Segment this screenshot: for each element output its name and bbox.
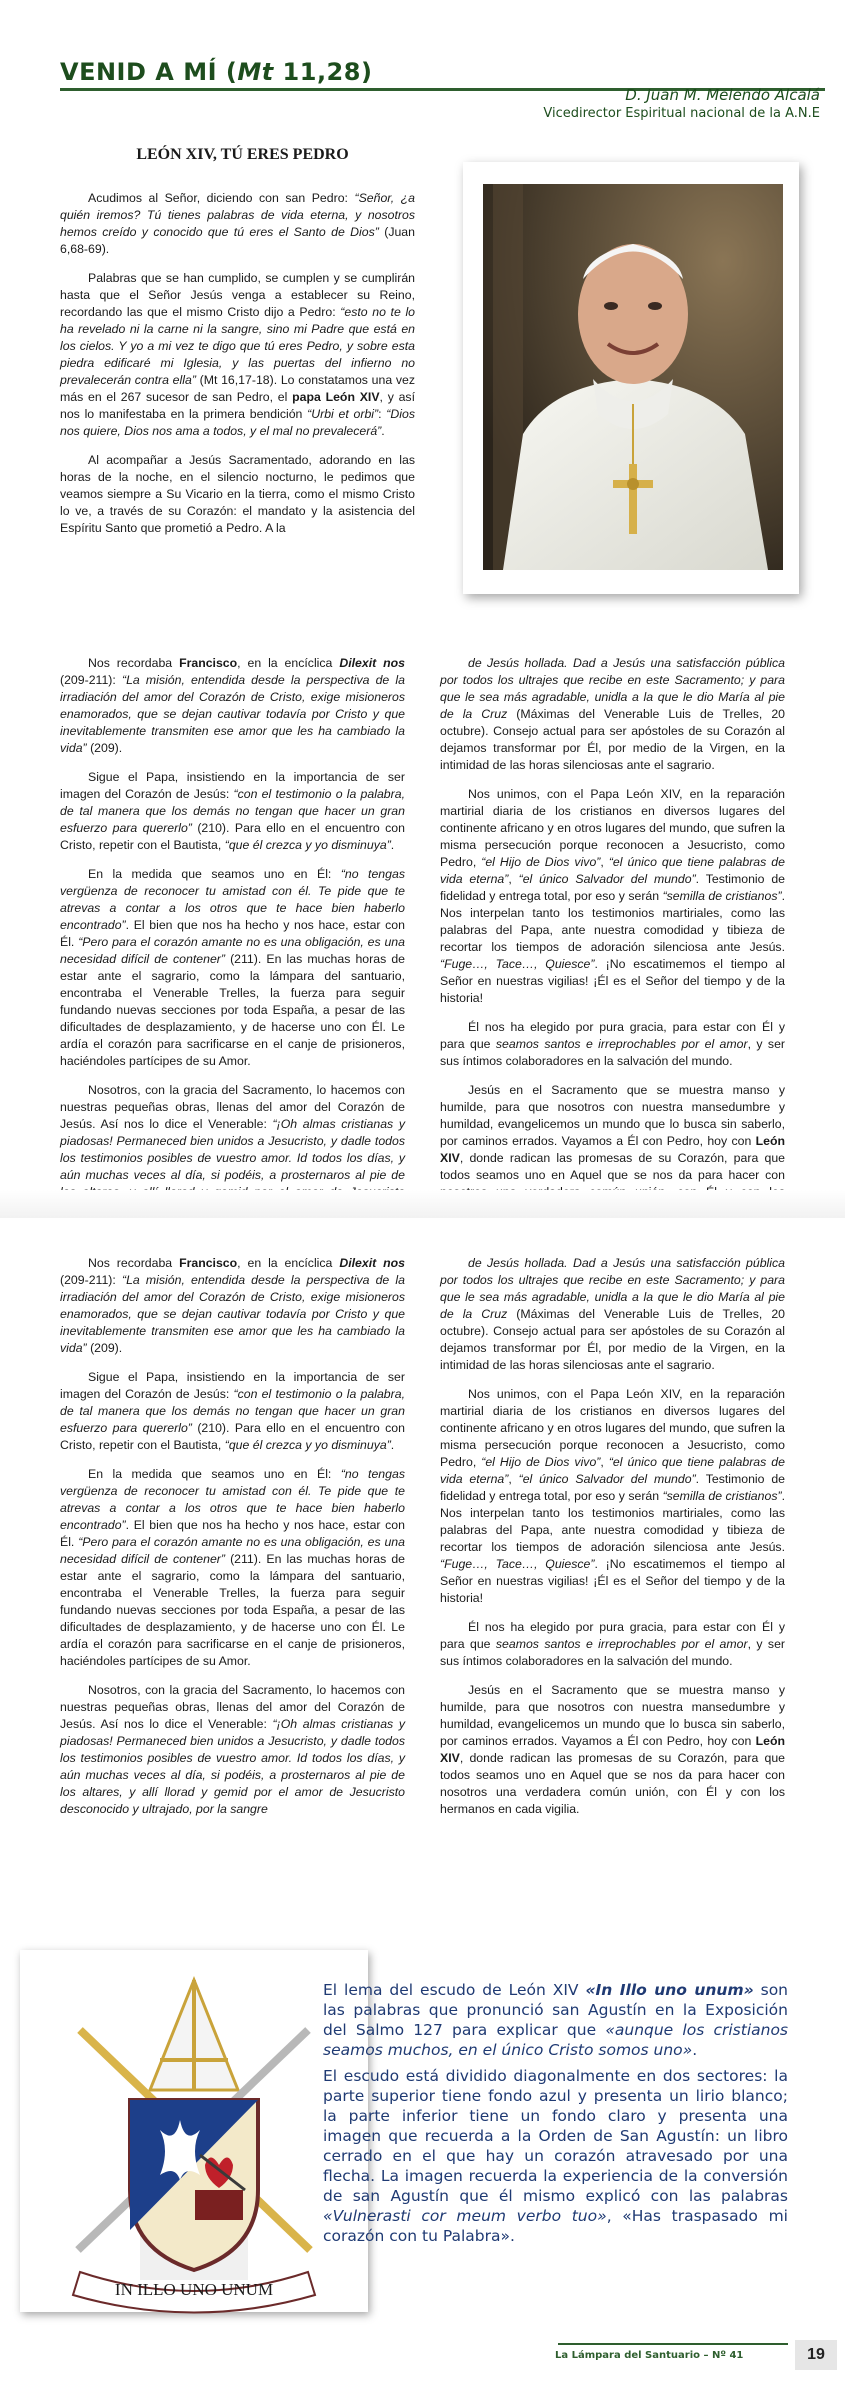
title-reference: Mt — [237, 58, 274, 86]
text-run: “Señor, ¿a quién iremos? Tú tienes palabras de vida eterna, y nosotros hemos creído y conocido que tú eres el Santo de Dios” — [60, 191, 416, 239]
footer-divider — [558, 2343, 788, 2345]
text-run: (211). En las muchas horas de estar ante el sagrario, como la lámpara del santuario, encontraba el Venerable Trelles, la fuerza para seguir fundando nuevas secciones por toda España, a pesar de las dificultades de desplazamiento, y de hacerse uno con Él. Le ardía el corazón para sacrificarse en el canje de prisioneros, haciéndoles partícipes de su Amor. — [60, 952, 405, 1068]
text-run: (209-211): — [60, 673, 122, 687]
page-number: 19 — [795, 2340, 837, 2370]
text-run: Dilexit nos — [339, 656, 405, 670]
text-run: Nos recordaba — [88, 656, 180, 670]
text-run: . Testimonio de fidelidad y entrega total, por eso y serán — [440, 1472, 785, 1503]
text-run: (211). En las muchas horas de estar ante el sagrario, como la lámpara del santuario, encontraba el Venerable Trelles, la fuerza para seguir fundando nuevas secciones por toda España, a pesar de las dificultades de desplazamiento, y de hacerse uno con Él. Le ardía el corazón para sacrificarse en el canje de prisioneros, haciéndoles partícipes de su Amor. — [60, 1552, 405, 1668]
left-paragraph — [60, 769, 405, 854]
text-run: El lema del escudo de León XIV — [323, 1981, 586, 1999]
text-run: . ¡No escatimemos el tiempo al Señor en nuestras vigilias! ¡Él es el Señor del tiempo y de la historia! — [440, 1557, 785, 1605]
text-run: , en la encíclica — [237, 656, 340, 670]
left-paragraph — [60, 1466, 405, 1670]
text-run: «In Illo uno unum» — [585, 1981, 754, 1999]
text-run: (209). — [86, 741, 123, 755]
text-run: . — [390, 1438, 395, 1452]
text-run: , y ser sus íntimos colaboradores en la salvación del mundo. — [440, 1637, 786, 1668]
text-run: “Urbi et orbi” — [307, 407, 379, 421]
text-run: papa León XIV — [292, 390, 380, 404]
right-paragraph — [440, 1255, 785, 1374]
coat-of-arms-paragraph-1 — [323, 1980, 788, 2060]
text-run: . Testimonio de fidelidad y entrega total, por eso y serán — [440, 872, 785, 903]
text-run: «aunque los cristianos seamos muchos, en el único Cristo somos uno» — [323, 2021, 789, 2059]
text-run: . — [390, 838, 395, 852]
text-run: “Pero para el corazón amante no es una obligación, es una necesidad difícil de contener” — [60, 935, 405, 966]
text-run: “que él crezca y yo disminuya” — [224, 1438, 391, 1452]
text-run: “el único Salvador del mundo” — [518, 1472, 696, 1486]
text-run: seamos santos e irreprochables por el amor — [495, 1637, 748, 1651]
author-name: D. Juan M. Melendo Alcalá — [625, 86, 820, 104]
text-run: Nos recordaba — [88, 1256, 180, 1270]
intro-paragraph — [60, 452, 415, 537]
left-paragraph — [60, 655, 405, 757]
text-run: . — [692, 2041, 698, 2059]
intro-paragraph — [60, 190, 415, 258]
band-2-right-column — [440, 1255, 785, 1830]
text-run: , — [508, 872, 519, 886]
text-run: Francisco — [179, 656, 238, 670]
text-run: Acudimos al Señor, diciendo con san Pedro: — [88, 191, 355, 205]
text-run: “semilla de cristianos” — [662, 1489, 782, 1503]
text-run: “La misión, entendida desde la perspectiva de la irradiación del amor del Corazón de Cristo, exige misioneros enamorados, que se dejan cautivar todavía por Cristo y que inevitablemente transmiten ese amor que les ha cambiado la vida” — [60, 1273, 405, 1355]
text-run: “Dios nos quiere, Dios nos ama a todos, y el mal no prevalecerá” — [60, 407, 415, 438]
left-paragraph — [60, 1255, 405, 1357]
text-run: “¡Oh almas cristianas y piadosas! Permaneced bien unidos a Jesucristo, y dadle todos los testimonios posibles de vuestro amor. Id todos los días, y aún muchas veces al día, si podéis, a prosternaros al pie de los altares, y allí llorad y gemid por el amor de Jesucristo desconocido y ultrajado, por la sangre — [60, 1717, 405, 1816]
coat-of-arms-description — [323, 1980, 788, 2252]
text-run: de Jesús hollada. Dad a Jesús una satisfacción pública por todos los ultrajes que recibe en este Sacramento; y para que le sea más agradable, unidla a la que le dio María al pie de la Cruz — [440, 1256, 785, 1321]
text-run: , y así nos lo manifestaba en la primera bendición — [60, 390, 416, 421]
text-run: “La misión, entendida desde la perspectiva de la irradiación del amor del Corazón de Cristo, exige misioneros enamorados, que se dejan cautivar todavía por Cristo y que inevitablemente transmiten ese amor que les ha cambiado la vida” — [60, 673, 405, 755]
text-run: “con el testimonio o la palabra, de tal manera que los demás no tengan que hacer un gran esfuerzo para quererlo” — [60, 1387, 405, 1435]
text-run: Nos unimos, con el Papa León XIV, en la reparación martirial diaria de los cristianos en diversos lugares del continente africano y en otros lugares del mundo, que sufren la misma persecución porque reconocen a Jesucristo, como Pedro, — [440, 787, 785, 869]
text-run: “el único que tiene palabras de vida eterna” — [440, 855, 785, 886]
text-band-2 — [0, 1230, 845, 1920]
title-text: VENID A MÍ ( — [60, 58, 238, 86]
magazine-name: La Lámpara del Santuario – Nº 41 — [555, 2350, 744, 2361]
text-run: Sigue el Papa, insistiendo en la importancia de ser imagen del Corazón de Jesús: — [60, 1370, 405, 1401]
left-paragraph — [60, 1682, 405, 1818]
text-run: , — [508, 1472, 519, 1486]
text-run: Francisco — [179, 1256, 238, 1270]
right-paragraph — [440, 1386, 785, 1607]
text-run: , — [600, 855, 609, 869]
text-run: “el único Salvador del mundo” — [518, 872, 696, 886]
text-run: , donde radican las promesas de su Corazón, para que todos seamos uno en Aquel que se nos da para hacer con nosotros una verdadera común unión, con Él y con los hermanos en cada vigilia. — [440, 1751, 785, 1816]
text-run: Jesús en el Sacramento que se muestra manso y humilde, para que nosotros con nuestra mansedumbre y humildad, evangelicemos un mundo que lo busca sin saberlo, por caminos errados. Vayamos a Él con Pedro, hoy con — [440, 1083, 785, 1148]
title-text-end: 11,28) — [273, 58, 373, 86]
section-title — [60, 58, 372, 86]
text-run: Palabras que se han cumplido, se cumplen y se cumplirán hasta que el Señor Jesús venga a establecer su Reino, recordando las que el mismo Cristo dijo a Pedro: — [60, 271, 415, 319]
text-run: En la medida que seamos uno en Él: — [88, 867, 341, 881]
text-run: . Nos interpelan tanto los testimonios martiriales, como las palabras del Papa, ante nuestra comodidad y tibieza de recortar los tiempos de adoración silenciosa ante Jesús. — [440, 1489, 785, 1554]
text-run: , — [600, 1455, 609, 1469]
text-run: (Mt 16,17-18). Lo constatamos una vez más en el 267 sucesor de san Pedro, el — [60, 373, 416, 404]
text-run: , «Has traspasado mi corazón con tu Palabra». — [323, 2207, 788, 2245]
band-1-right-column — [440, 655, 785, 1230]
pope-portrait-illustration — [483, 184, 783, 570]
text-run: (Máximas del Venerable Luis de Trelles, 20 octubre). Consejo actual para ser apóstoles de su Corazón al dejamos transformar por Él, por medio de la Virgen, en la intimidad de las horas silenciosas ante el sagrario. — [440, 1307, 786, 1372]
text-run: “el Hijo de Dios vivo” — [481, 855, 601, 869]
text-run: . El bien que nos ha hecho y nos hace, estar con Él. — [60, 1518, 405, 1549]
text-run: . ¡No escatimemos el tiempo al Señor en nuestras vigilias! ¡Él es el Señor del tiempo y de la historia! — [440, 957, 785, 1005]
text-run: Nos unimos, con el Papa León XIV, en la reparación martirial diaria de los cristianos en diversos lugares del continente africano y en otros lugares del mundo, que sufren la misma persecución porque reconocen a Jesucristo, como Pedro, — [440, 1387, 785, 1469]
text-run: “no tengas vergüenza de reconocer tu amistad con él. Te pide que te atrevas a contar a los otros que te hace bien haberlo encontrado” — [60, 867, 405, 932]
text-run: En la medida que seamos uno en Él: — [88, 1467, 341, 1481]
text-run: El escudo está dividido diagonalmente en dos sectores: la parte superior tiene fondo azul y presenta un lirio blanco; la parte inferior tiene un fondo claro y presenta una imagen que recuerda a la Orden de San Agustín: un libro cerrado en el que hay un corazón atravesado por una flecha. La imagen recuerda la experiencia de la conversión de san Agustín que él mismo explicó con las palabras — [323, 2067, 788, 2205]
text-run: Nosotros, con la gracia del Sacramento, lo hacemos con nuestras pequeñas obras, llenas del amor del Corazón de Jesús. Así nos lo dice el Venerable: — [60, 1083, 405, 1131]
text-run: de Jesús hollada. Dad a Jesús una satisfacción pública por todos los ultrajes que recibe en este Sacramento; y para que le sea más agradable, unidla a la que le dio María al pie de la Cruz — [440, 656, 785, 721]
text-run: . Nos interpelan tanto los testimonios martiriales, como las palabras del Papa, ante nuestra comodidad y tibieza de recortar los tiempos de adoración silenciosa ante Jesús. — [440, 889, 785, 954]
text-run: (Juan 6,68-69). — [60, 225, 415, 256]
band-separator — [0, 1190, 845, 1218]
left-paragraph — [60, 866, 405, 1070]
right-paragraph — [440, 1682, 785, 1818]
coat-of-arms-paragraph-2 — [323, 2066, 788, 2246]
motto-banner-text: IN ILLO UNO UNUM — [114, 2280, 274, 2299]
right-paragraph — [440, 786, 785, 1007]
text-run: (210). Para ello en el encuentro con Cristo, repetir con el Bautista, — [60, 1421, 405, 1452]
intro-paragraph — [60, 270, 415, 440]
text-run: Él nos ha elegido por pura gracia, para estar con Él y para que — [440, 1020, 785, 1051]
text-run: “Fuge…, Tace…, Quiesce” — [440, 957, 595, 971]
text-run: Él nos ha elegido por pura gracia, para estar con Él y para que — [440, 1620, 785, 1651]
right-paragraph — [440, 1619, 785, 1670]
coat-of-arms-illustration — [20, 1950, 368, 2312]
text-run: , en la encíclica — [237, 1256, 340, 1270]
band-2-left-column — [60, 1255, 405, 1830]
text-run: Jesús en el Sacramento que se muestra manso y humilde, para que nosotros con nuestra mansedumbre y humildad, evangelicemos un mundo que lo busca sin saberlo, por caminos errados. Vayamos a Él con Pedro, hoy con — [440, 1683, 785, 1748]
pope-photo-frame — [463, 162, 799, 594]
intro-column — [60, 190, 415, 595]
text-run: “el Hijo de Dios vivo” — [481, 1455, 601, 1469]
text-run: Nosotros, con la gracia del Sacramento, lo hacemos con nuestras pequeñas obras, llenas del amor del Corazón de Jesús. Así nos lo dice el Venerable: — [60, 1683, 405, 1731]
text-run: , y ser sus íntimos colaboradores en la salvación del mundo. — [440, 1037, 786, 1068]
text-band-1 — [0, 600, 845, 1190]
text-run: “Fuge…, Tace…, Quiesce” — [440, 1557, 595, 1571]
text-run: “¡Oh almas cristianas y piadosas! Permaneced bien unidos a Jesucristo, y dadle todos los testimonios posibles de vuestro amor. Id todos los días, y aún muchas veces al día, si podéis, a prosternaros al pie de — [60, 1117, 405, 1182]
coat-of-arms-frame — [20, 1950, 368, 2312]
article-subtitle: LEÓN XIV, TÚ ERES PEDRO — [136, 146, 349, 163]
text-run: “que él crezca y yo disminuya” — [224, 838, 391, 852]
text-run: Al acompañar a Jesús Sacramentado, adorando en las horas de la noche, en el silencio nocturno, le pedimos que veamos siempre a Su Vicario en la tierra, como el mismo Cristo lo ve, a través de su Corazón: el mandato y la asistencia del Espíritu Santo que prometió a Pedro. A la — [60, 453, 415, 535]
text-run: “no tengas vergüenza de reconocer tu amistad con él. Te pide que te atrevas a contar a los otros que te hace bien haberlo encontrado” — [60, 1467, 405, 1532]
text-run: , donde radican las promesas de su Corazón, para que todos seamos uno en Aquel que se nos da para hacer con — [440, 1151, 785, 1182]
text-run: “con el testimonio o la palabra, de tal manera que los demás no tengan que hacer un gran esfuerzo para quererlo” — [60, 787, 405, 835]
text-run: “el único que tiene palabras de vida eterna” — [440, 1455, 785, 1486]
right-paragraph — [440, 1019, 785, 1070]
text-run: “esto no te lo ha revelado ni la carne ni la sangre, sino mi Padre que está en los cielos. Y yo a mi vez te digo que tú eres Pedro, y sobre esta piedra edificaré mi Iglesia, y las puertas del infierno no prevalecerán contra ella” — [60, 305, 416, 387]
text-run: son las palabras que pronunció san Agustín en la Exposición del Salmo 127 para explicar que — [323, 1981, 788, 2039]
text-run: Dilexit nos — [339, 1256, 405, 1270]
text-run: Sigue el Papa, insistiendo en la importancia de ser imagen del Corazón de Jesús: — [60, 770, 405, 801]
text-run: (209). — [86, 1341, 123, 1355]
text-run: (Máximas del Venerable Luis de Trelles, 20 octubre). Consejo actual para ser apóstoles de su Corazón al dejamos transformar por Él, por medio de la Virgen, en la intimidad de las horas silenciosas ante el sagrario. — [440, 707, 786, 772]
text-run: . El bien que nos ha hecho y nos hace, estar con Él. — [60, 918, 405, 949]
text-run: «Vulnerasti cor meum verbo tuo» — [323, 2207, 607, 2225]
band-1-left-column — [60, 655, 405, 1230]
author-role: Vicedirector Espiritual nacional de la A.N.E — [543, 106, 820, 121]
text-run: seamos santos e irreprochables por el amor — [495, 1037, 748, 1051]
text-run: León XIV — [440, 1734, 785, 1765]
text-run: “Pero para el corazón amante no es una obligación, es una necesidad difícil de contener” — [60, 1535, 405, 1566]
text-run: (210). Para ello en el encuentro con Cristo, repetir con el Bautista, — [60, 821, 405, 852]
text-run: León XIV — [440, 1134, 785, 1165]
text-run: (209-211): — [60, 1273, 122, 1287]
left-paragraph — [60, 1369, 405, 1454]
pope-photo — [483, 184, 783, 570]
text-run: : — [378, 407, 387, 421]
text-run: “semilla de cristianos” — [662, 889, 782, 903]
text-run: . — [381, 424, 385, 438]
right-paragraph — [440, 655, 785, 774]
